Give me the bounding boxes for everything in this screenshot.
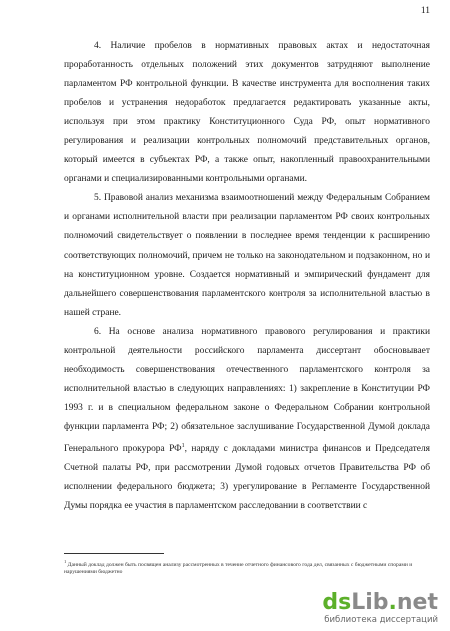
- logo-lib-text: Lib: [351, 590, 389, 615]
- logo-net-text: net: [396, 590, 438, 615]
- dslib-logo: [322, 592, 438, 614]
- footnote: [64, 558, 430, 576]
- logo-ds-text: ds: [322, 590, 352, 615]
- paragraph-5: 5. Правовой анализ механизма взаимоотношений между Федеральным Собранием и органами исполнительной власти при реализации парламентом РФ своих контрольных полномочий свидетельствует о появлении в последнее время тенденции к расширению соответствующих полномочий, причем не только на законодательном и подзаконном, но и на конституционном уровне. Создается нормативный и эмпирический фундамент для дальнейшего совершенствования парламентского контроля за исполнительной властью в нашей стране.: [64, 193, 430, 318]
- footnote-reference[interactable]: 1: [181, 442, 185, 449]
- logo-dot-text: .: [388, 590, 397, 615]
- paragraph-4: 4. Наличие пробелов в нормативных правовых актах и недостаточная проработанность отдельных положений этих документов затрудняют выполнение парламентом РФ контрольной функции. В качестве инструмента для восполнения таких пробелов и устранения недоработок предлагается редактировать указанные акты, используя при этом практику Конституционного Суда РФ, опыт нормативного регулирования и реализации контрольных полномочий представительных органов, который имеется в субъектах РФ, а также опыт, накопленный правоохранительными органами и специализированными контрольными органами.: [64, 41, 430, 185]
- document-body: [64, 37, 430, 516]
- watermark-subtitle: библиотека диссертаций: [324, 615, 438, 625]
- paragraph-6: [64, 323, 430, 517]
- footnote-separator: [64, 553, 164, 554]
- footnote-marker: 1: [64, 559, 67, 564]
- dslib-watermark[interactable]: [322, 592, 438, 625]
- paragraph-6-part-1: 6. На основе анализа нормативного правового регулирования и практики контрольной деятельности российского парламента диссертант обосновывает необходимость совершенствования отечественного парламентского контроля за исполнительной властью в следующих направлениях: 1) закрепление в Конституции РФ 1993 г. и в специальном федеральном законе о Федеральном Собрании контрольной функции парламента РФ; 2) обязательное заслушивание Государственной Думой доклада Генерального прокурора РФ: [64, 326, 430, 455]
- footnote-text: Данный доклад должен быть посвящен анализу рассмотренных в течение отчетного финансового года дел, связанных с бюджетными спорами и нарушениями бюджетно: [64, 561, 413, 575]
- page-number: 11: [420, 6, 430, 16]
- paragraph-6-part-2: , наряду с докладами министра финансов и Председателя Счетной палаты РФ, при рассмотрении Думой годовых отчетов Правительства РФ об исполнении федерального бюджета; 3) урегулирование в Регламенте Государственной Думы порядка ее участия в парламентском расследовании в соответствии с: [64, 444, 431, 512]
